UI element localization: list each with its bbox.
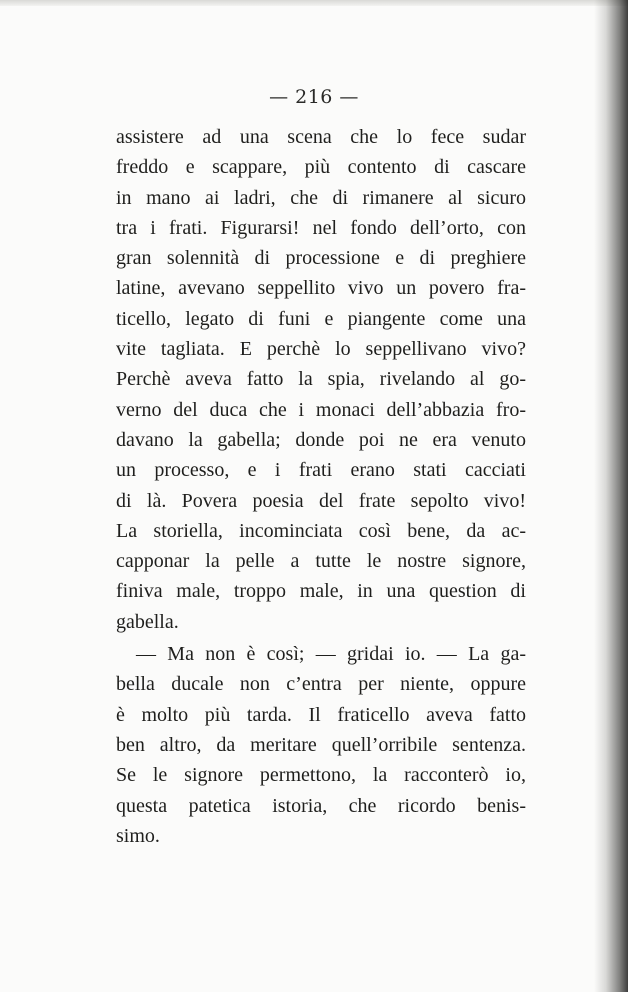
text-line: un processo, e i frati erano stati cacciati xyxy=(116,459,526,482)
text-line: verno del duca che i monaci dell’abbazia fro- xyxy=(116,398,526,421)
text-line: tra i frati. Figurarsi! nel fondo dell’orto, con xyxy=(116,216,526,239)
text-line: questa patetica istoria, che ricordo benis- xyxy=(116,794,526,817)
text-line: bella ducale non c’entra per niente, oppure xyxy=(116,673,526,696)
binding-shadow xyxy=(594,0,628,992)
text-line: ticello, legato di funi e piangente come una xyxy=(116,307,526,330)
text-line: assistere ad una scena che lo fece sudar xyxy=(116,126,526,148)
text-line: La storiella, incominciata così bene, da ac- xyxy=(116,519,526,542)
text-line: ben altro, da meritare quell’orribile sentenza. xyxy=(116,733,526,756)
text-line: freddo e scappare, più contento di cascare xyxy=(116,156,526,179)
text-line: davano la gabella; donde poi ne era venuto xyxy=(116,428,526,451)
text-line: vite tagliata. E perchè lo seppellivano vivo? xyxy=(116,338,526,361)
text-line: gabella. xyxy=(116,610,179,633)
text-line: Se le signore permettono, la racconterò io, xyxy=(116,764,526,787)
text-line: di là. Povera poesia del frate sepolto vivo! xyxy=(116,489,526,512)
text-line: è molto più tarda. Il fraticello aveva fatto xyxy=(116,703,526,726)
page-top-edge xyxy=(0,0,628,6)
text-line: latine, avevano seppellito vivo un povero fra- xyxy=(116,277,526,300)
text-line xyxy=(116,851,526,881)
text-line: in mano ai ladri, che di rimanere al sicuro xyxy=(116,186,526,209)
text-line: — Ma non è così; — gridai io. — La ga- xyxy=(136,643,526,666)
text-line: finiva male, troppo male, in una question di xyxy=(116,580,526,603)
text-line: Perchè aveva fatto la spia, rivelando al go- xyxy=(116,368,526,391)
body-text xyxy=(116,122,526,881)
text-line: capponar la pelle a tutte le nostre signore, xyxy=(116,550,526,573)
page-number: — 216 — xyxy=(269,86,359,108)
text-line: simo. xyxy=(116,824,160,847)
text-line: gran solennità di processione e di preghiere xyxy=(116,247,526,270)
